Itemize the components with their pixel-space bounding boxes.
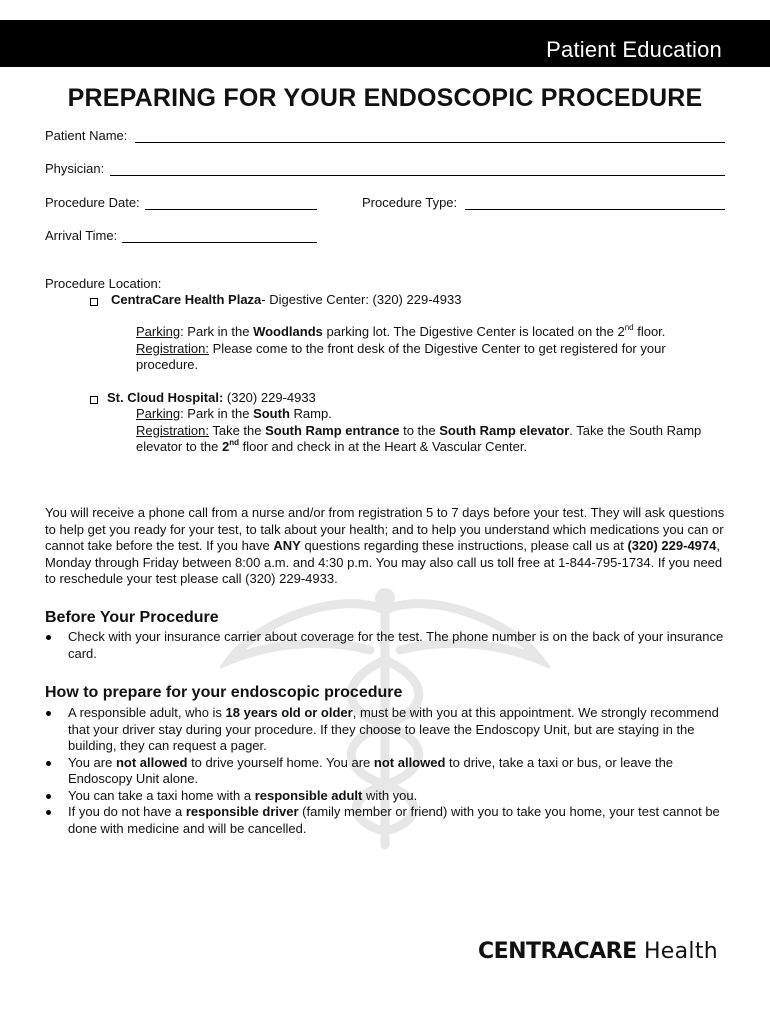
- procedure-type-field[interactable]: [465, 209, 725, 210]
- patient-name-field[interactable]: [135, 142, 725, 143]
- list-item: You are not allowed to drive yourself home. You are not allowed to drive, take a taxi or bus, or leave the Endoscopy Unit alone.: [45, 755, 725, 788]
- bullet-icon: [46, 794, 51, 799]
- centracare-details: [136, 324, 716, 374]
- bullet-icon: [46, 761, 51, 766]
- header-label: Patient Education: [546, 37, 722, 62]
- page-title: PREPARING FOR YOUR ENDOSCOPIC PROCEDURE: [67, 84, 703, 112]
- centracare-checkbox[interactable]: [90, 298, 98, 306]
- arrival-time-field[interactable]: [122, 242, 317, 243]
- stcloud-parking: Parking: Park in the South Ramp.: [136, 406, 332, 421]
- list-item: Check with your insurance carrier about coverage for the test. The phone number is on the back of your insurance card.: [45, 629, 725, 662]
- procedure-date-field[interactable]: [145, 209, 317, 210]
- bullet-icon: [46, 635, 51, 640]
- list-item: A responsible adult, who is 18 years old or older, must be with you at this appointment. We strongly recommend that your driver stay during your procedure. If they choose to leave the Endoscopy Unit, but are staying in the building, they can request a pager.: [45, 705, 725, 755]
- procedure-date-label: Procedure Date:: [45, 195, 140, 210]
- prepare-list: [45, 705, 725, 837]
- physician-label: Physician:: [45, 161, 105, 176]
- arrival-time-label: Arrival Time:: [45, 228, 118, 243]
- intro-paragraph: You will receive a phone call from a nurse and/or from registration 5 to 7 days before your test. They will ask questions to help get you ready for your test, to talk about your health; and to help you understand which medications you can or cannot take before the test. If you have ANY questions regarding these instructions, please call us at (320) 229-4974, Monday through Friday between 8:00 a.m. and 4:30 p.m. You may also call us toll free at 1-844-795-1734. If you need to reschedule your test please call (320) 229-4933.: [45, 505, 725, 586]
- stcloud-checkbox[interactable]: [90, 396, 98, 404]
- header-bar: [0, 20, 770, 67]
- physician-field[interactable]: [110, 175, 725, 176]
- centracare-logo: CENTRACARE Health: [477, 939, 718, 964]
- stcloud-details: [136, 406, 716, 456]
- stcloud-location: St. Cloud Hospital: (320) 229-4933: [107, 390, 316, 405]
- bullet-icon: [46, 711, 51, 716]
- bullet-icon: [46, 810, 51, 815]
- centracare-registration: Registration: Please come to the front desk of the Digestive Center to get registered for your procedure.: [136, 340, 666, 372]
- prepare-heading: How to prepare for your endoscopic procedure: [45, 684, 403, 701]
- list-item: You can take a taxi home with a responsible adult with you.: [45, 788, 725, 805]
- before-procedure-list: [45, 629, 725, 662]
- list-item: If you do not have a responsible driver (family member or friend) with you to take you home, your test cannot be done with medicine and will be cancelled.: [45, 804, 725, 837]
- patient-name-label: Patient Name:: [45, 128, 128, 143]
- procedure-location-label: Procedure Location:: [45, 276, 162, 291]
- procedure-type-label: Procedure Type:: [362, 195, 458, 210]
- stcloud-registration: Registration: Take the South Ramp entrance to the South Ramp elevator. Take the South Ramp elevator to the 2nd floor and check in at the Heart & Vascular Center.: [136, 422, 702, 454]
- centracare-parking: Parking: Park in the Woodlands parking lot. The Digestive Center is located on the 2nd floor.: [136, 323, 666, 339]
- before-procedure-heading: Before Your Procedure: [45, 609, 219, 626]
- centracare-location: CentraCare Health Plaza- Digestive Center: (320) 229-4933: [111, 292, 462, 307]
